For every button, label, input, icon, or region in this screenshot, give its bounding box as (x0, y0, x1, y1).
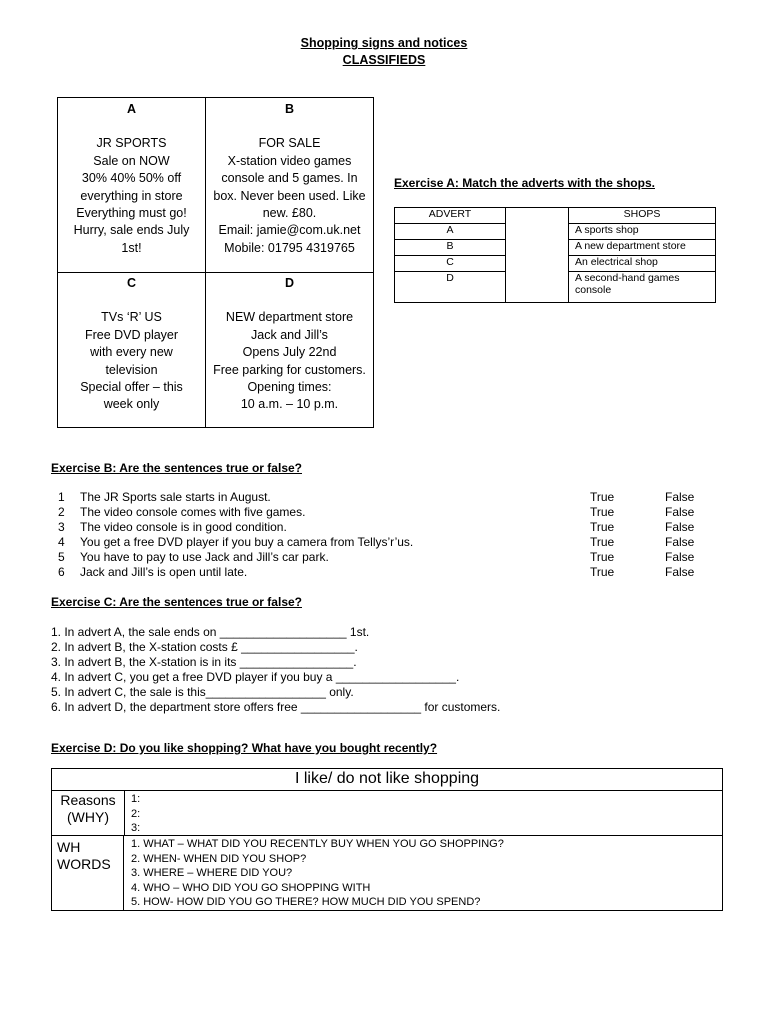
shop-cell: A sports shop (569, 224, 716, 240)
answer-space (506, 208, 569, 224)
reason-item: 3: (131, 822, 141, 834)
advert-letter: D (284, 276, 295, 290)
statement-text: You get a free DVD player if you buy a camera from Tellys’r’us. (80, 535, 414, 549)
statement-text: The JR Sports sale starts in August. (80, 490, 271, 504)
statement-text: The video console comes with five games. (80, 505, 306, 519)
wh-question: 2. WHEN- WHEN DID YOU SHOP? (131, 852, 307, 865)
advert-letter: C (126, 276, 137, 290)
advert-line: Everything must go! (76, 206, 187, 221)
advert-letter: A (126, 102, 137, 116)
true-option[interactable]: True (590, 520, 615, 534)
fill-in-sentence: 2. In advert B, the X-station costs £ _________________. (51, 640, 358, 654)
exercise-d-heading: Exercise D: Do you like shopping? What have you bought recently? (51, 741, 438, 755)
shop-cell (569, 272, 716, 303)
wh-words-label (52, 836, 124, 910)
shop-cell: A new department store (569, 240, 716, 256)
page-subtitle: CLASSIFIEDS (342, 53, 426, 67)
shopping-table-title: I like/ do not like shopping (52, 769, 722, 791)
fill-in-sentence: 3. In advert B, the X-station is in its _________________. (51, 655, 357, 669)
advert-c (58, 275, 205, 414)
answer-space (506, 224, 569, 240)
reason-item: 1: (131, 793, 141, 805)
true-option[interactable]: True (590, 550, 615, 564)
statement-row (51, 520, 711, 535)
false-option[interactable]: False (665, 505, 695, 519)
true-option[interactable]: True (590, 490, 615, 504)
false-option[interactable]: False (665, 520, 695, 534)
reasons-list (131, 791, 722, 836)
advert-line: week only (103, 397, 160, 412)
true-option[interactable]: True (590, 505, 615, 519)
advert-b (206, 101, 373, 257)
advert-d (206, 275, 373, 414)
answer-space (506, 272, 569, 303)
shops-column-header: SHOPS (569, 208, 716, 224)
advert-line: Jack and Jill’s (251, 327, 328, 342)
fill-in-sentence: 6. In advert D, the department store offers free __________________ for customers. (51, 700, 501, 714)
advert-line: Free DVD player (84, 327, 179, 342)
exercise-b-heading: Exercise B: Are the sentences true or false? (51, 461, 302, 475)
statement-number: 3 (58, 520, 65, 534)
false-option[interactable]: False (665, 550, 695, 564)
statement-row (51, 505, 711, 520)
advert-line: Email: jamie@com.uk.net (218, 223, 361, 238)
fill-in-sentence: 1. In advert A, the sale ends on ___________________ 1st. (51, 625, 370, 639)
advert-cell: A (395, 224, 506, 240)
statement-row (51, 535, 711, 550)
wh-question: 1. WHAT – WHAT DID YOU RECENTLY BUY WHEN YOU GO SHOPPING? (131, 838, 504, 850)
reason-item: 2: (131, 807, 141, 820)
advert-line: 10 a.m. – 10 p.m. (240, 397, 339, 412)
advert-column-header: ADVERT (395, 208, 506, 224)
grid-divider-horizontal (58, 272, 373, 273)
advert-cell: C (395, 256, 506, 272)
statement-number: 5 (58, 550, 65, 564)
wh-questions-list (131, 836, 722, 910)
exercise-c-heading: Exercise C: Are the sentences true or false? (51, 595, 302, 609)
statement-number: 2 (58, 505, 65, 519)
advert-line: everything in store (80, 188, 183, 203)
statement-row (51, 550, 711, 565)
wh-question: 5. HOW- HOW DID YOU GO THERE? HOW MUCH DID YOU SPEND? (131, 896, 481, 909)
advert-a (58, 101, 205, 257)
reasons-row (52, 791, 722, 836)
advert-line: TVs ‘R’ US (101, 310, 162, 325)
advert-line: X-station video games (227, 153, 352, 168)
advert-line: JR SPORTS (96, 136, 167, 151)
advert-line: Sale on NOW (93, 153, 170, 168)
statement-text: You have to pay to use Jack and Jill’s car park. (80, 550, 329, 564)
advert-line: 1st! (121, 240, 142, 255)
advert-cell: B (395, 240, 506, 256)
statement-row (51, 565, 711, 580)
advert-line: new. £80. (262, 206, 317, 221)
statement-number: 1 (58, 490, 65, 504)
statement-text: Jack and Jill’s is open until late. (80, 565, 248, 579)
true-option[interactable]: True (590, 535, 615, 549)
advert-line: Mobile: 01795 4319765 (224, 240, 355, 255)
advert-line: with every new (90, 345, 173, 360)
advert-line: Opening times: (247, 380, 332, 395)
advert-cell: D (395, 272, 506, 303)
shop-text: A second-hand games (575, 272, 680, 284)
page-title: Shopping signs and notices (300, 36, 468, 50)
match-table (394, 207, 716, 303)
false-option[interactable]: False (665, 535, 695, 549)
statement-text: The video console is in good condition. (80, 520, 287, 534)
answer-space (506, 256, 569, 272)
false-option[interactable]: False (665, 565, 695, 579)
statement-number: 6 (58, 565, 65, 579)
fill-in-sentence: 4. In advert C, you get a free DVD player if you buy a __________________. (51, 670, 460, 684)
wh-label-line: WH (57, 839, 81, 855)
advert-letter: B (284, 102, 295, 116)
wh-question: 4. WHO – WHO DID YOU GO SHOPPING WITH (131, 881, 371, 894)
advert-line: box. Never been used. Like (213, 188, 366, 203)
wh-label-line: WORDS (57, 856, 111, 872)
reasons-label (52, 791, 125, 835)
advert-line: 30% 40% 50% off (81, 171, 182, 186)
advert-line: television (105, 362, 158, 377)
shop-cell: An electrical shop (569, 256, 716, 272)
advert-line: Hurry, sale ends July (73, 223, 190, 238)
exercise-a-heading: Exercise A: Match the adverts with the shops. (394, 176, 655, 190)
advert-line: NEW department store (225, 310, 354, 325)
advert-line: Free parking for customers. (213, 362, 366, 377)
advert-line: FOR SALE (258, 136, 321, 151)
fill-in-sentence: 5. In advert C, the sale is this__________________ only. (51, 685, 354, 699)
wh-words-row (52, 836, 722, 910)
reasons-label-line: Reasons (60, 792, 116, 808)
answer-space (506, 240, 569, 256)
reasons-label-line: (WHY) (67, 809, 109, 825)
statement-row (51, 490, 711, 505)
false-option[interactable]: False (665, 490, 695, 504)
statement-number: 4 (58, 535, 65, 549)
true-option[interactable]: True (590, 565, 615, 579)
shop-text: console (575, 284, 612, 296)
wh-question: 3. WHERE – WHERE DID YOU? (131, 867, 293, 880)
advert-line: Special offer – this (80, 380, 183, 395)
advert-line: console and 5 games. In (221, 171, 358, 186)
advert-line: Opens July 22nd (242, 345, 337, 360)
adverts-grid (57, 97, 374, 428)
shopping-table (51, 768, 723, 911)
